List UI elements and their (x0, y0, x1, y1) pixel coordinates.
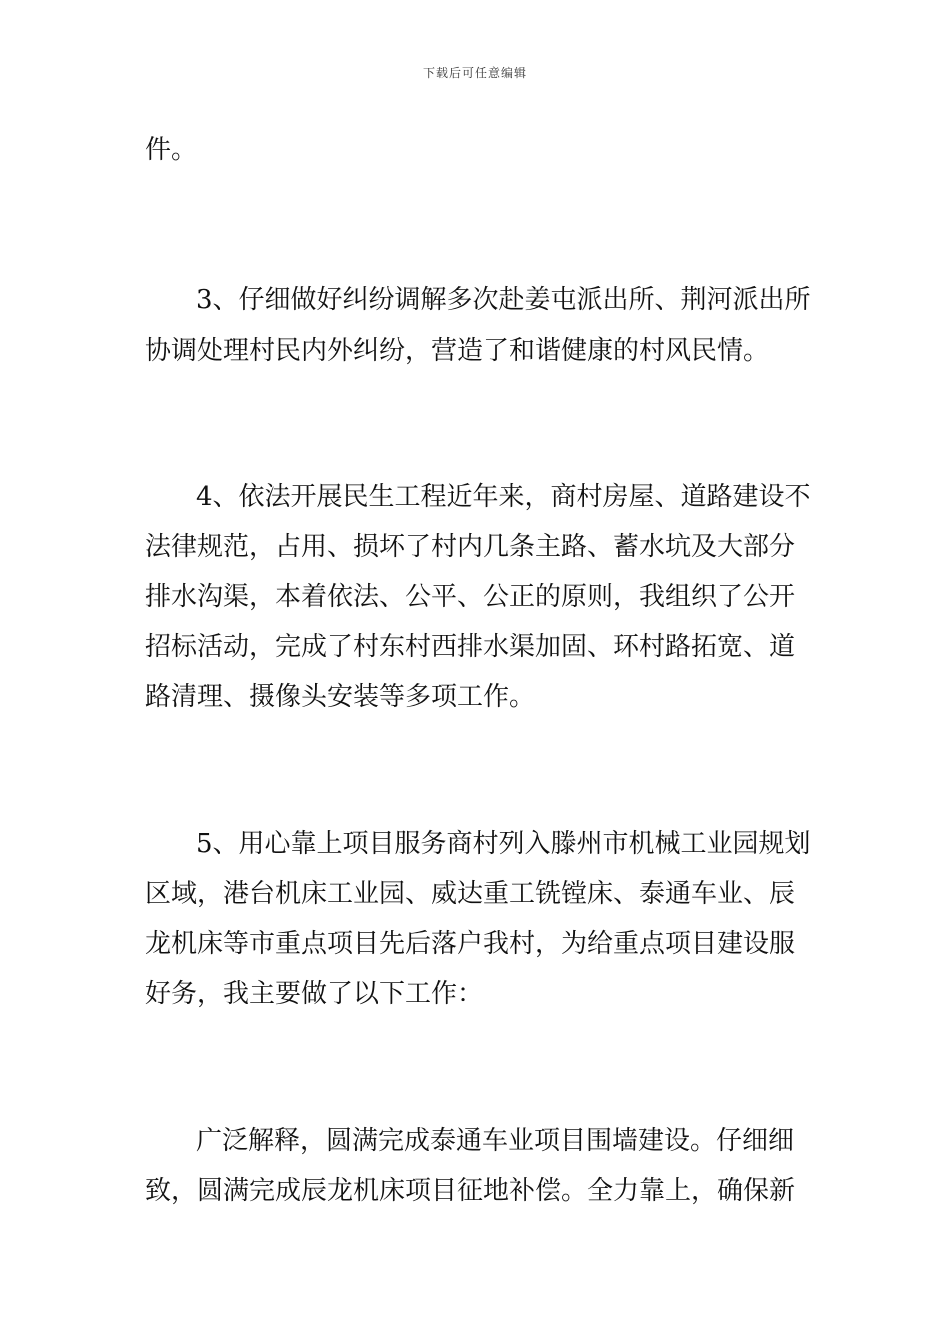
body-text-line: 排水沟渠，本着依法、公平、公正的原则，我组织了公开 (145, 582, 796, 612)
body-text-line: 5、用心靠上项目服务商村列入滕州市机械工业园规划 (196, 829, 811, 859)
body-text-line: 法律规范，占用、损坏了村内几条主路、蓄水坑及大部分 (145, 532, 796, 562)
body-text-line: 好务，我主要做了以下工作： (145, 979, 484, 1009)
body-text-line: 招标活动，完成了村东村西排水渠加固、环村路拓宽、道 (145, 632, 796, 662)
body-text-line: 4、依法开展民生工程近年来，商村房屋、道路建设不 (196, 482, 811, 512)
body-text-line: 件。 (145, 135, 198, 165)
body-text-line: 龙机床等市重点项目先后落户我村，为给重点项目建设服 (145, 929, 796, 959)
body-text-line: 协调处理村民内外纠纷，营造了和谐健康的村风民情。 (145, 336, 770, 366)
body-text-line: 路清理、摄像头安装等多项工作。 (145, 682, 536, 712)
body-text-line: 广泛解释，圆满完成泰通车业项目围墙建设。仔细细 (196, 1126, 795, 1156)
body-text-line: 3、仔细做好纠纷调解多次赴姜屯派出所、荆河派出所 (196, 285, 811, 315)
body-text-line: 致，圆满完成辰龙机床项目征地补偿。全力靠上，确保新 (145, 1176, 796, 1206)
body-text-line: 区域，港台机床工业园、威达重工铣镗床、泰通车业、辰 (145, 879, 796, 909)
page-header-note: 下载后可任意编辑 (422, 66, 527, 80)
